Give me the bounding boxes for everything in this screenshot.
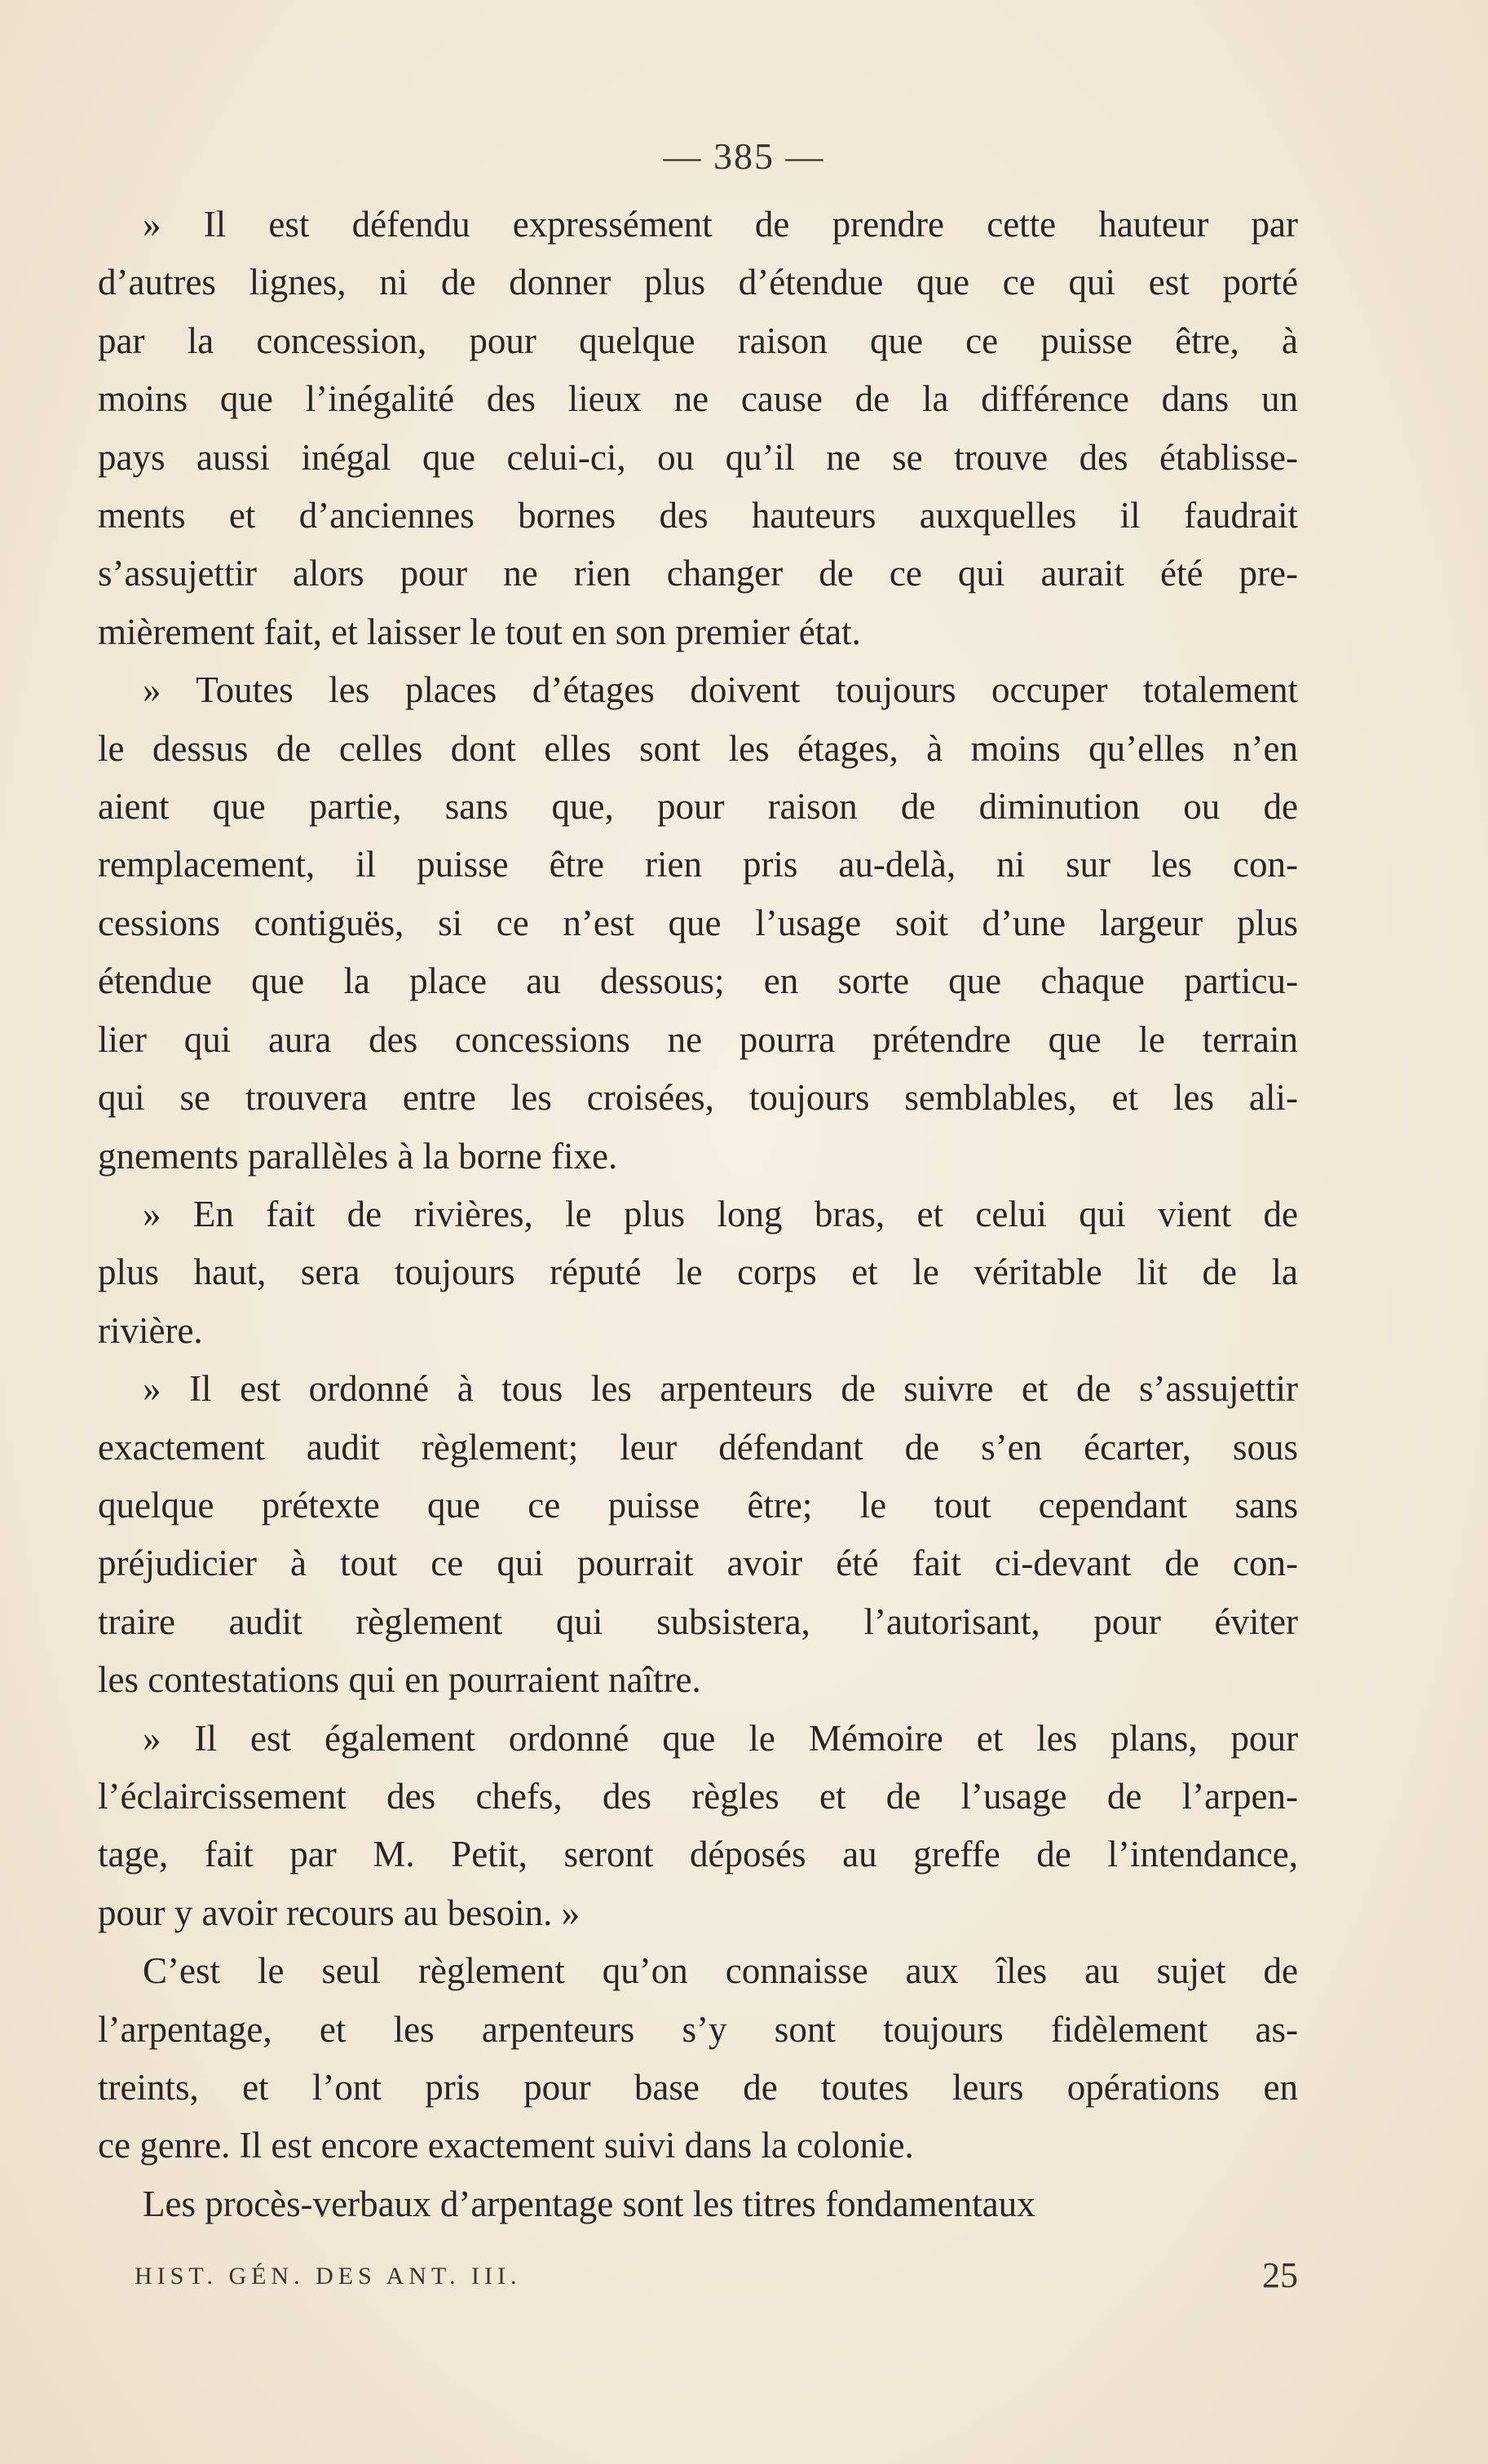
paragraph	[98, 1710, 1298, 1943]
text-line: quelque prétexte que ce puisse être; le tout cependant sans	[98, 1484, 1298, 1526]
text-line: qui se trouvera entre les croisées, toujours semblables, et les ali-	[98, 1077, 1298, 1119]
text-line: moins que l’inégalité des lieux ne cause de la différence dans un	[98, 378, 1298, 420]
paragraph	[98, 661, 1298, 1186]
text-line: pour y avoir recours au besoin. »	[98, 1892, 581, 1933]
text-line: ments et d’anciennes bornes des hauteurs auxquelles il faudrait	[98, 495, 1298, 537]
text-line: s’assujettir alors pour ne rien changer de ce qui aurait été pre-	[98, 553, 1298, 594]
text-line: lier qui aura des concessions ne pourra prétendre que le terrain	[98, 1018, 1298, 1060]
footer-signature: HIST. GÉN. DES ANT. III.	[135, 2263, 522, 2290]
text-line: » Il est ordonné à tous les arpenteurs de suivre et de s’assujettir	[143, 1368, 1298, 1410]
text-line: préjudicier à tout ce qui pourrait avoir été fait ci-devant de con-	[98, 1543, 1298, 1584]
text-line: d’autres lignes, ni de donner plus d’étendue que ce qui est porté	[98, 262, 1298, 303]
text-line: aient que partie, sans que, pour raison de diminution ou de	[98, 786, 1298, 828]
text-line: traire audit règlement qui subsistera, l’autorisant, pour éviter	[98, 1601, 1298, 1642]
page-footer	[98, 2254, 1298, 2303]
footer-sheet-number: 25	[1262, 2255, 1298, 2295]
text-line: Les procès-verbaux d’arpentage sont les titres fondamentaux	[143, 2183, 1035, 2224]
text-line: cessions contiguës, si ce n’est que l’usage soit d’une largeur plus	[98, 902, 1298, 943]
page-number: — 385 —	[663, 135, 825, 177]
text-line: l’arpentage, et les arpenteurs s’y sont toujours fidèlement as-	[98, 2008, 1298, 2050]
text-line: remplacement, il puisse être rien pris au-delà, ni sur les con-	[98, 844, 1298, 885]
text-line: mièrement fait, et laisser le tout en son premier état.	[98, 611, 861, 652]
text-line: gnements parallèles à la borne fixe.	[98, 1135, 618, 1177]
text-line: l’éclaircissement des chefs, des règles et de l’usage de l’arpen-	[98, 1775, 1298, 1817]
text-line: les contestations qui en pourraient naître.	[98, 1659, 701, 1701]
text-line: tage, fait par M. Petit, seront déposés au greffe de l’intendance,	[98, 1834, 1298, 1875]
text-line: étendue que la place au dessous; en sorte que chaque particu-	[98, 960, 1298, 1002]
paragraph	[98, 1186, 1298, 1360]
text-line: plus haut, sera toujours réputé le corps et le véritable lit de la	[98, 1252, 1298, 1293]
text-line: le dessus de celles dont elles sont les étages, à moins qu’elles n’en	[98, 727, 1298, 769]
text-line: par la concession, pour quelque raison que ce puisse être, à	[98, 320, 1298, 361]
text-line: ce genre. Il est encore exactement suivi dans la colonie.	[98, 2125, 914, 2166]
text-line: » En fait de rivières, le plus long bras, et celui qui vient de	[143, 1193, 1298, 1234]
text-line: » Toutes les places d’étages doivent toujours occuper totalement	[143, 669, 1298, 711]
paragraph	[98, 1942, 1298, 2175]
text-line: C’est le seul règlement qu’on connaisse aux îles au sujet de	[143, 1950, 1298, 1992]
paragraph	[98, 1360, 1298, 1709]
body-text	[98, 196, 1298, 2233]
text-line: » Il est également ordonné que le Mémoire et les plans, pour	[143, 1717, 1298, 1759]
text-line: treints, et l’ont pris pour base de toutes leurs opérations en	[98, 2067, 1298, 2108]
text-line: exactement audit règlement; leur défendant de s’en écarter, sous	[98, 1426, 1298, 1468]
text-line: » Il est défendu expressément de prendre cette hauteur par	[143, 204, 1298, 245]
paragraph	[98, 2175, 1298, 2233]
text-line: rivière.	[98, 1309, 203, 1351]
paragraph	[98, 196, 1298, 661]
text-line: pays aussi inégal que celui-ci, ou qu’il ne se trouve des établisse-	[98, 436, 1298, 478]
